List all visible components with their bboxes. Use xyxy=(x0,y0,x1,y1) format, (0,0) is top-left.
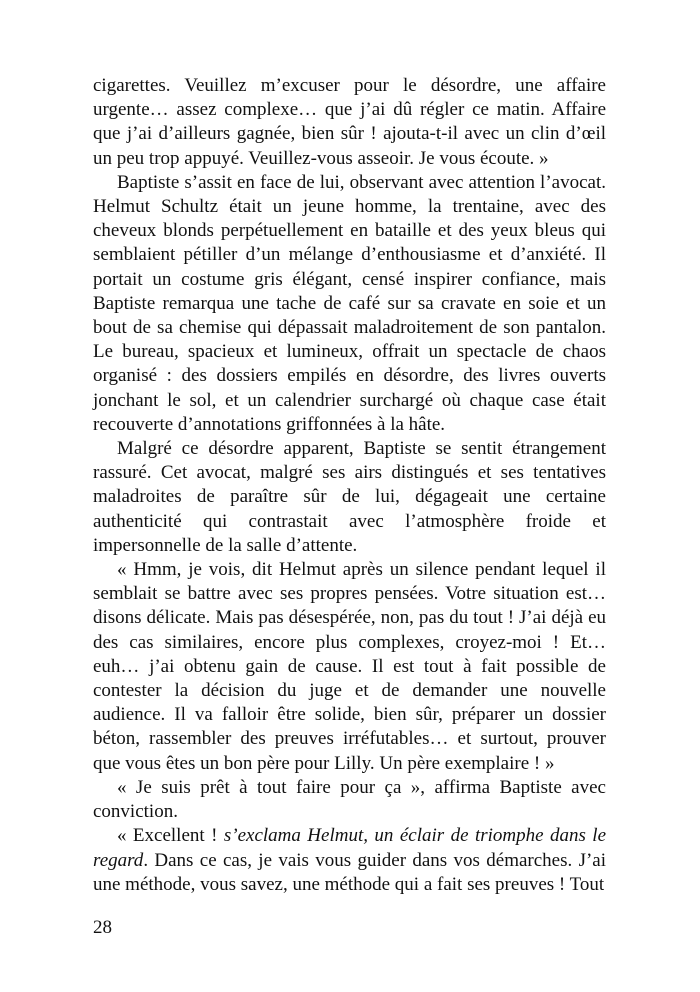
italic-text-span: s’exclama Helmut, un éclair de triomphe dans le regard xyxy=(93,825,607,871)
text-span: « Excellent ! xyxy=(117,825,224,847)
text-span: Malgré ce désordre apparent, Baptiste se sentit étrangement rassuré. Cet avocat, malgré ses airs distingués et ses tentatives maladroites de paraître sûr de lui, dégageait une certaine authenticité qui contrastait avec l’atmosphère froide et impersonnelle de la salle d’attente. xyxy=(93,438,606,556)
text-span: cigarettes. Veuillez m’excuser pour le désordre, une affaire urgente… assez complexe… que j’ai dû régler ce matin. Affaire que j’ai d’ailleurs gagnée, bien sûr ! ajouta-t-il avec un clin d’œil un peu trop appuyé. Veuillez-vous asseoir. Je vous écoute. » xyxy=(93,75,606,169)
paragraph xyxy=(93,171,606,437)
paragraph xyxy=(93,824,606,897)
text-span: Baptiste s’assit en face de lui, observant avec attention l’avocat. Helmut Schultz était un jeune homme, la trentaine, avec des cheveux blonds perpétuellement en bataille et des yeux bleus qui semblaient pétiller d’un mélange d’enthousiasme et d’anxiété. Il portait un costume gris élégant, censé inspirer confiance, mais Baptiste remarqua une tache de café sur sa cravate en soie et un bout de sa chemise qui dépassait maladroitement de son pantalon. Le bureau, spacieux et lumineux, offrait un spectacle de chaos organisé : des dossiers empilés en désordre, des livres ouverts jonchant le sol, et un calendrier surchargé où chaque case était recouverte d’annotations griffonnées à la hâte. xyxy=(93,171,606,435)
text-span: . Dans ce cas, je vais vous guider dans vos démarches. J’ai une méthode, vous savez, une méthode qui a fait ses preuves ! Tout xyxy=(93,849,606,895)
text-span: « Hmm, je vois, dit Helmut après un silence pendant lequel il semblait se battre avec ses propres pensées. Votre situation est… disons délicate. Mais pas désespérée, non, pas du tout ! J’ai déjà eu des cas similaires, encore plus complexes, croyez-moi ! Et… euh… j’ai obtenu gain de cause. Il est tout à fait possible de contester la décision du juge et de demander une nouvelle audience. Il va falloir être solide, bien sûr, préparer un dossier béton, rassembler des preuves irréfutables… et surtout, prouver que vous êtes un bon père pour Lilly. Un père exemplaire ! » xyxy=(93,559,606,774)
page-number: 28 xyxy=(93,917,112,938)
paragraph xyxy=(93,558,606,776)
paragraph xyxy=(93,437,606,558)
text-span: « Je suis prêt à tout faire pour ça », affirma Baptiste avec conviction. xyxy=(93,776,606,823)
body-text xyxy=(93,74,606,897)
paragraph xyxy=(93,776,606,824)
paragraph xyxy=(93,74,606,171)
